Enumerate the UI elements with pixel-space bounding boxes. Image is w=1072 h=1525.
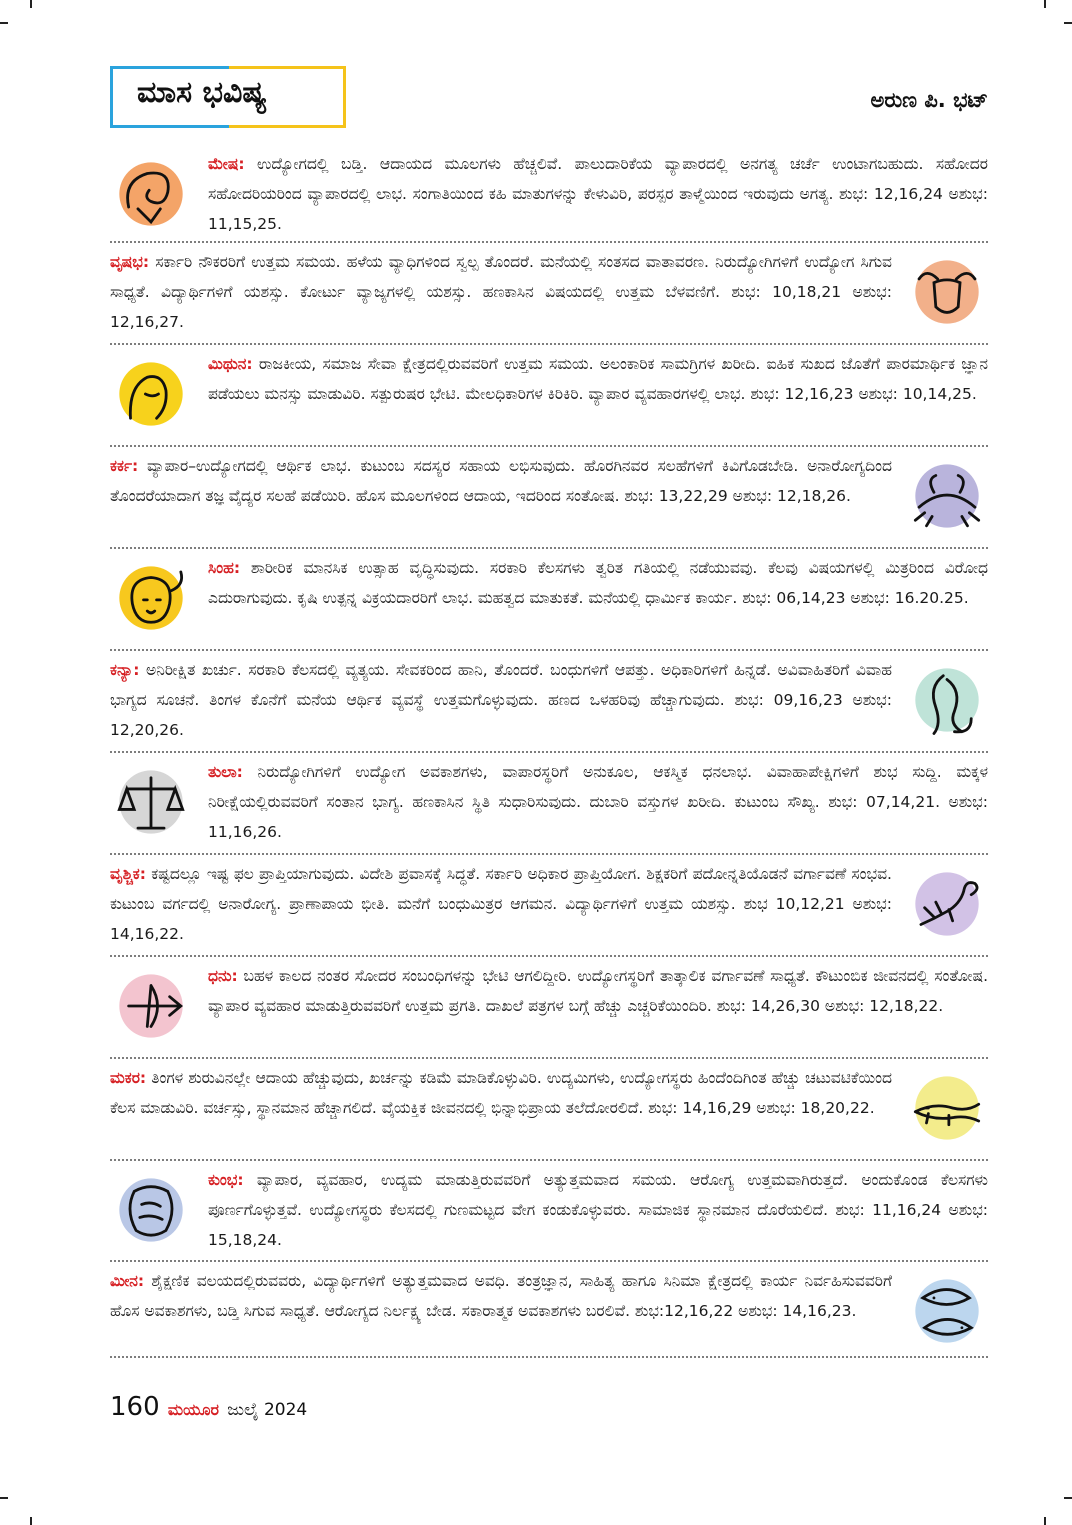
- virgo-maiden-icon: [906, 659, 988, 741]
- prediction-text: ಶಾರೀರಿಕ ಮಾನಸಿಕ ಉತ್ಸಾಹ ವೃದ್ಧಿಸುವುದು. ಸರಕಾರಿ ಕೆಲಸಗಳು ತ್ವರಿತ ಗತಿಯಲ್ಲಿ ನಡೆಯುವವು. ಕೆಲವು ವಿಷಯಗಳಲ್ಲಿ ಮಿತ್ರರಿಂದ ವಿರೋಧ ಎದುರಾಗುವುದು. ಕೃಷಿ ಉತ್ಪನ್ನ ವಿಕ್ರಯದಾರರಿಗೆ ಲಾಭ. ಮಹತ್ವದ ಮಾತುಕತೆ. ಮನೆಯಲ್ಲಿ ಧಾರ್ಮಿಕ ಕಾರ್ಯ. ಶುಭ: 06,14,23 ಅಶುಭ: 16.20.25.: [208, 559, 988, 607]
- page-footer: [110, 1392, 307, 1422]
- crop-mark: [0, 22, 8, 24]
- zodiac-sign-name: ವೃಷಭ:: [110, 253, 150, 271]
- entry-text: [208, 757, 988, 847]
- prediction-text: ಅನಿರೀಕ್ಷಿತ ಖರ್ಚು. ಸರಕಾರಿ ಕೆಲಸದಲ್ಲಿ ವ್ಯತ್ಯಯ. ಸೇವಕರಿಂದ ಹಾನಿ, ತೊಂದರೆ. ಬಂಧುಗಳಿಗೆ ಆಪತ್ತು. ಅಧಿಕಾರಿಗಳಿಗೆ ಹಿನ್ನಡೆ. ಅವಿವಾಹಿತರಿಗೆ ವಿವಾಹ ಭಾಗ್ಯದ ಸೂಚನೆ. ತಿಂಗಳ ಕೊನೆಗೆ ಮನೆಯ ಆರ್ಥಿಕ ವ್ಯವಸ್ಥೆ ಉತ್ತಮಗೊಳ್ಳುವುದು. ಹಣದ ಒಳಹರಿವು ಹೆಚ್ಚಾಗುವುದು. ಶುಭ: 09,16,23 ಅಶುಭ: 12,20,26.: [110, 661, 892, 739]
- entry-text: [208, 1165, 988, 1255]
- zodiac-sign-name: ಕನ್ಯಾ:: [110, 661, 140, 679]
- horoscope-entry: [110, 549, 988, 651]
- leo-lion-icon: [110, 557, 192, 639]
- capricorn-crocodile-icon: [906, 1067, 988, 1149]
- horoscope-entry: [110, 855, 988, 957]
- horoscope-entry: [110, 145, 988, 243]
- crop-mark: [1044, 0, 1046, 8]
- entry-text: [208, 149, 988, 239]
- crop-mark: [30, 1517, 32, 1525]
- gemini-twins-icon: [110, 353, 192, 435]
- prediction-text: ಸರ್ಕಾರಿ ನೌಕರರಿಗೆ ಉತ್ತಮ ಸಮಯ. ಹಳೆಯ ವ್ಯಾಧಿಗಳಿಂದ ಸ್ವಲ್ಪ ತೊಂದರೆ. ಮನೆಯಲ್ಲಿ ಸಂತಸದ ವಾತಾವರಣ. ನಿರುದ್ಯೋಗಿಗಳಿಗೆ ಉದ್ಯೋಗ ಸಿಗುವ ಸಾಧ್ಯತೆ. ವಿದ್ಯಾರ್ಥಿಗಳಿಗೆ ಯಶಸ್ಸು. ಕೋರ್ಟು ವ್ಯಾಜ್ಯಗಳಲ್ಲಿ ಯಶಸ್ಸು. ಹಣಕಾಸಿನ ವಿಷಯದಲ್ಲಿ ಉತ್ತಮ ಬೆಳವಣಿಗೆ. ಶುಭ: 10,18,21 ಅಶುಭ: 12,16,27.: [110, 253, 892, 331]
- scorpio-scorpion-icon: [906, 863, 988, 945]
- crop-mark: [1064, 22, 1072, 24]
- horoscope-entry: [110, 345, 988, 447]
- entry-text: [110, 1063, 892, 1123]
- zodiac-sign-name: ತುಲಾ:: [208, 763, 243, 781]
- prediction-text: ಕಷ್ಟದಲ್ಲೂ ಇಷ್ಟ ಫಲ ಪ್ರಾಪ್ತಿಯಾಗುವುದು. ವಿದೇಶಿ ಪ್ರವಾಸಕ್ಕೆ ಸಿದ್ಧತೆ. ಸರ್ಕಾರಿ ಅಧಿಕಾರ ಪ್ರಾಪ್ತಿಯೋಗ. ಶಿಕ್ಷಕರಿಗೆ ಪದೋನ್ನತಿಯೊಡನೆ ವರ್ಗಾವಣೆ ಸಂಭವ. ಕುಟುಂಬ ವರ್ಗದಲ್ಲಿ ಅನಾರೋಗ್ಯ. ಪ್ರಾಣಾಪಾಯ ಭೀತಿ. ಮನೆಗೆ ಬಂಧುಮಿತ್ರರ ಆಗಮನ. ವಿದ್ಯಾರ್ಥಿಗಳಿಗೆ ಉತ್ತಮ ಯಶಸ್ಸು. ಶುಭ 10,12,21 ಅಶುಭ: 14,16,22.: [110, 865, 892, 943]
- zodiac-sign-name: ಕರ್ಕ:: [110, 457, 139, 475]
- crop-mark: [1064, 1497, 1072, 1499]
- entry-text: [208, 553, 988, 613]
- page-number: 160: [110, 1392, 160, 1422]
- libra-scales-icon: [110, 761, 192, 843]
- pisces-fish-icon: [906, 1270, 988, 1352]
- entry-text: [208, 961, 988, 1021]
- crop-mark: [30, 0, 32, 8]
- taurus-bull-icon: [906, 251, 988, 333]
- prediction-text: ರಾಜಕೀಯ, ಸಮಾಜ ಸೇವಾ ಕ್ಷೇತ್ರದಲ್ಲಿರುವವರಿಗೆ ಉತ್ತಮ ಸಮಯ. ಅಲಂಕಾರಿಕ ಸಾಮಗ್ರಿಗಳ ಖರೀದಿ. ಐಹಿಕ ಸುಖದ ಜೊತೆಗೆ ಪಾರಮಾರ್ಥಿಕ ಜ್ಞಾನ ಪಡೆಯಲು ಮನಸ್ಸು ಮಾಡುವಿರಿ. ಸತ್ಪುರುಷರ ಭೇಟಿ. ಮೇಲಧಿಕಾರಿಗಳ ಕಿರಿಕಿರಿ. ವ್ಯಾಪಾರ ವ್ಯವಹಾರಗಳಲ್ಲಿ ಲಾಭ. ಶುಭ: 12,16,23 ಅಶುಭ: 10,14,25.: [208, 355, 989, 403]
- aquarius-pot-icon: [110, 1169, 192, 1251]
- entry-text: [110, 655, 892, 745]
- zodiac-sign-name: ಕುಂಭ:: [208, 1171, 244, 1189]
- zodiac-sign-name: ಮೀನ:: [110, 1272, 145, 1290]
- aries-ram-icon: [110, 153, 192, 235]
- prediction-text: ನಿರುದ್ಯೋಗಿಗಳಿಗೆ ಉದ್ಯೋಗ ಅವಕಾಶಗಳು, ವಾಪಾರಸ್ಥರಿಗೆ ಅನುಕೂಲ, ಆಕಸ್ಮಿಕ ಧನಲಾಭ. ವಿವಾಹಾಪೇಕ್ಷಿಗಳಿಗೆ ಶುಭ ಸುದ್ದಿ. ಮಕ್ಕಳ ನಿರೀಕ್ಷೆಯಲ್ಲಿರುವವರಿಗೆ ಸಂತಾನ ಭಾಗ್ಯ. ಹಣಕಾಸಿನ ಸ್ಥಿತಿ ಸುಧಾರಿಸುವುದು. ದುಬಾರಿ ವಸ್ತುಗಳ ಖರೀದಿ. ಕುಟುಂಬ ಸೌಖ್ಯ. ಶುಭ: 07,14,21. ಅಶುಭ: 11,16,26.: [208, 763, 988, 841]
- zodiac-sign-name: ಸಿಂಹ:: [208, 559, 241, 577]
- horoscope-entry: [110, 1161, 988, 1262]
- entry-text: [110, 1266, 892, 1326]
- zodiac-sign-name: ಮಿಥುನ:: [208, 355, 253, 373]
- horoscope-entry: [110, 651, 988, 753]
- entry-text: [110, 859, 892, 949]
- zodiac-sign-name: ಧನು:: [208, 967, 238, 985]
- prediction-text: ಶೈಕ್ಷಣಿಕ ವಲಯದಲ್ಲಿರುವವರು, ವಿದ್ಯಾರ್ಥಿಗಳಿಗೆ ಅತ್ಯುತ್ತಮವಾದ ಅವಧಿ. ತಂತ್ರಜ್ಞಾನ, ಸಾಹಿತ್ಯ ಹಾಗೂ ಸಿನಿಮಾ ಕ್ಷೇತ್ರದಲ್ಲಿ ಕಾರ್ಯ ನಿರ್ವಹಿಸುವವರಿಗೆ ಹೊಸ ಅವಕಾಶಗಳು, ಬಡ್ತಿ ಸಿಗುವ ಸಾಧ್ಯತೆ. ಆರೋಗ್ಯದ ನಿರ್ಲಕ್ಷ್ಯ ಬೇಡ. ಸಕಾರಾತ್ಮಕ ಅವಕಾಶಗಳು ಬರಲಿವೆ. ಶುಭ:12,16,22 ಅಶುಭ: 14,16,23.: [110, 1272, 892, 1320]
- prediction-text: ತಿಂಗಳ ಶುರುವಿನಲ್ಲೇ ಆದಾಯ ಹೆಚ್ಚುವುದು, ಖರ್ಚನ್ನು ಕಡಿಮೆ ಮಾಡಿಕೊಳ್ಳುವಿರಿ. ಉದ್ಯಮಿಗಳು, ಉದ್ಯೋಗಸ್ಥರು ಹಿಂದೆಂದಿಗಿಂತ ಹೆಚ್ಚು ಚಟುವಟಿಕೆಯಿಂದ ಕೆಲಸ ಮಾಡುವಿರಿ. ವರ್ಚಸ್ಸು, ಸ್ಥಾನಮಾನ ಹೆಚ್ಚಾಗಲಿದೆ. ವೈಯಕ್ತಿಕ ಜೀವನದಲ್ಲಿ ಭಿನ್ನಾಭಿಪ್ರಾಯ ತಲೆದೋರಲಿದೆ. ಶುಭ: 14,16,29 ಅಶುಭ: 18,20,22.: [110, 1069, 892, 1117]
- horoscope-entry: [110, 243, 988, 345]
- sagittarius-archer-icon: [110, 965, 192, 1047]
- zodiac-sign-name: ಮಕರ:: [110, 1069, 147, 1087]
- entry-text: [110, 247, 892, 337]
- issue-date: ಜುಲೈ 2024: [227, 1400, 308, 1420]
- horoscope-entry: [110, 447, 988, 549]
- cancer-crab-icon: [906, 455, 988, 537]
- horoscope-entry: [110, 1262, 988, 1358]
- prediction-text: ಬಹಳ ಕಾಲದ ನಂತರ ಸೋದರ ಸಂಬಂಧಿಗಳನ್ನು ಭೇಟಿ ಆಗಲಿದ್ದೀರಿ. ಉದ್ಯೋಗಸ್ಥರಿಗೆ ತಾತ್ಕಾಲಿಕ ವರ್ಗಾವಣೆ ಸಾಧ್ಯತೆ. ಕೌಟುಂಬಿಕ ಜೀವನದಲ್ಲಿ ಸಂತೋಷ. ವ್ಯಾಪಾರ ವ್ಯವಹಾರ ಮಾಡುತ್ತಿರುವವರಿಗೆ ಉತ್ತಮ ಪ್ರಗತಿ. ದಾಖಲೆ ಪತ್ರಗಳ ಬಗ್ಗೆ ಹೆಚ್ಚು ಎಚ್ಚರಿಕೆಯಿಂದಿರಿ. ಶುಭ: 14,26,30 ಅಶುಭ: 12,18,22.: [208, 967, 988, 1015]
- crop-mark: [0, 1497, 8, 1499]
- horoscope-entry: [110, 753, 988, 855]
- crop-mark: [1044, 1517, 1046, 1525]
- page-title: ಮಾಸ ಭವಿಷ್ಯ: [137, 75, 267, 110]
- prediction-text: ವ್ಯಾಪಾರ, ವ್ಯವಹಾರ, ಉದ್ಯಮ ಮಾಡುತ್ತಿರುವವರಿಗೆ ಅತ್ಯುತ್ತಮವಾದ ಸಮಯ. ಆರೋಗ್ಯ ಉತ್ತಮವಾಗಿರುತ್ತದೆ. ಅಂದುಕೊಂಡ ಕೆಲಸಗಳು ಪೂರ್ಣಗೊಳ್ಳುತ್ತವೆ. ಉದ್ಯೋಗಸ್ಥರು ಕೆಲಸದಲ್ಲಿ ಗುಣಮಟ್ಟದ ವೇಗ ಕಂಡುಕೊಳ್ಳುವರು. ಸಾಮಾಜಿಕ ಸ್ಥಾನಮಾನ ದೊರೆಯಲಿದೆ. ಶುಭ: 11,16,24 ಅಶುಭ: 15,18,24.: [208, 1171, 988, 1249]
- prediction-text: ಉದ್ಯೋಗದಲ್ಲಿ ಬಡ್ತಿ. ಆದಾಯದ ಮೂಲಗಳು ಹೆಚ್ಚಲಿವೆ. ಪಾಲುದಾರಿಕೆಯ ವ್ಯಾಪಾರದಲ್ಲಿ ಅನಗತ್ಯ ಚರ್ಚೆ ಉಂಟಾಗಬಹುದು. ಸಹೋದರ ಸಹೋದರಿಯರಿಂದ ವ್ಯಾಪಾರದಲ್ಲಿ ಲಾಭ. ಸಂಗಾತಿಯಿಂದ ಕಹಿ ಮಾತುಗಳನ್ನು ಕೇಳುವಿರಿ, ಪರಸ್ಪರ ತಾಳ್ಮೆಯಿಂದ ಇರುವುದು ಅಗತ್ಯ. ಶುಭ: 12,16,24 ಅಶುಭ: 11,15,25.: [208, 155, 988, 233]
- entry-text: [208, 349, 988, 409]
- entry-text: [110, 451, 892, 511]
- zodiac-sign-name: ವೃಶ್ಚಿಕ:: [110, 865, 146, 883]
- horoscope-entry: [110, 1059, 988, 1161]
- author-name: ಅರುಣ ಪಿ. ಭಟ್: [870, 88, 988, 112]
- zodiac-sign-name: ಮೇಷ:: [208, 155, 245, 173]
- horoscope-entry: [110, 957, 988, 1059]
- magazine-name: ಮಯೂರ: [167, 1400, 219, 1419]
- title-box: [110, 66, 346, 128]
- prediction-text: ವ್ಯಾಪಾರ–ಉದ್ಯೋಗದಲ್ಲಿ ಆರ್ಥಿಕ ಲಾಭ. ಕುಟುಂಬ ಸದಸ್ಯರ ಸಹಾಯ ಲಭಿಸುವುದು. ಹೊರಗಿನವರ ಸಲಹೆಗಳಿಗೆ ಕಿವಿಗೊಡಬೇಡಿ. ಅನಾರೋಗ್ಯದಿಂದ ತೊಂದರೆಯಾದಾಗ ತಜ್ಞ ವೈದ್ಯರ ಸಲಹೆ ಪಡೆಯಿರಿ. ಹೊಸ ಮೂಲಗಳಿಂದ ಆದಾಯ, ಇದರಿಂದ ಸಂತೋಷ. ಶುಭ: 13,22,29 ಅಶುಭ: 12,18,26.: [110, 457, 892, 505]
